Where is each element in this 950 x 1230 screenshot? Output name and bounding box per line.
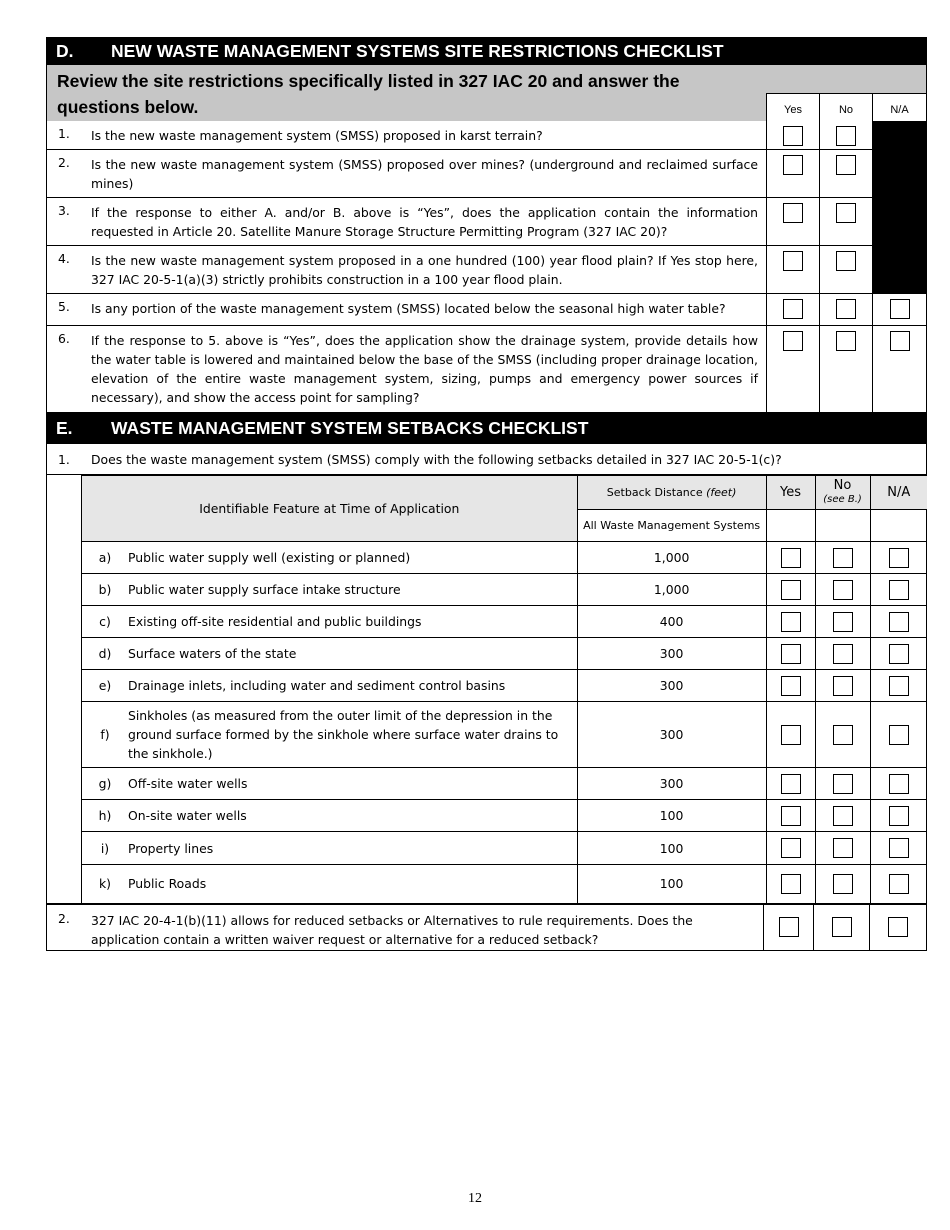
- question-text: If the response to 5. above is “Yes”, does the application show the drainage system, provide details how the water table is lowered and maintained below the base of the SMSS (including proper drainage location, elevation of the entire waste management system, sizing, pumps and emergency power sources if necessary), and show the access point for sampling?: [91, 333, 758, 405]
- no-checkbox[interactable]: [836, 126, 856, 146]
- col-yes-header: Yes: [766, 93, 819, 121]
- na-cell: [870, 702, 927, 768]
- feature-text: Sinkholes (as measured from the outer limit of the depression in the ground surface formed by the sinkhole where surface water drains to the sinkhole.): [128, 708, 559, 761]
- yes-cell: [766, 294, 819, 325]
- question-number: 4.: [58, 251, 70, 266]
- col-no-header: No: [819, 93, 872, 121]
- yes-checkbox[interactable]: [783, 155, 803, 175]
- no-cell: [815, 574, 870, 606]
- no-checkbox[interactable]: [833, 676, 853, 696]
- no-checkbox[interactable]: [833, 548, 853, 568]
- no-cell: [819, 294, 872, 325]
- yes-checkbox[interactable]: [781, 644, 801, 664]
- question-row-d1: [46, 121, 927, 150]
- question-row-d2: [46, 150, 927, 198]
- no-cell: [815, 832, 870, 865]
- na-checkbox[interactable]: [889, 874, 909, 894]
- no-checkbox[interactable]: [836, 331, 856, 351]
- no-cell: [815, 768, 870, 800]
- table-row: [82, 800, 928, 832]
- yes-cell: [766, 638, 815, 670]
- na-checkbox[interactable]: [889, 725, 909, 745]
- no-cell: [815, 702, 870, 768]
- row-letter: g): [98, 776, 112, 791]
- na-cell: [869, 905, 926, 950]
- table-row: [82, 542, 928, 574]
- yes-cell: [766, 606, 815, 638]
- feature-cell: [82, 832, 578, 865]
- na-cell: [872, 326, 926, 412]
- section-d-header: [46, 37, 927, 65]
- setbacks-table: [81, 475, 927, 903]
- feature-text: Off-site water wells: [128, 776, 248, 791]
- setbacks-table-wrapper: [46, 475, 927, 904]
- na-cell-blacked-out: [872, 198, 926, 245]
- yes-cell: [766, 198, 819, 245]
- yes-checkbox[interactable]: [783, 251, 803, 271]
- section-e-letter: E.: [56, 418, 73, 438]
- col-no-note: (see B.): [823, 493, 862, 505]
- table-header-row: [82, 476, 928, 510]
- no-checkbox[interactable]: [833, 838, 853, 858]
- yes-checkbox[interactable]: [781, 725, 801, 745]
- yes-checkbox[interactable]: [781, 548, 801, 568]
- na-checkbox[interactable]: [889, 838, 909, 858]
- no-cell: [815, 606, 870, 638]
- distance-cell: 300: [577, 670, 766, 702]
- feature-cell: [82, 542, 578, 574]
- question-text: Is any portion of the waste management system (SMSS) located below the seasonal high water table?: [91, 301, 726, 316]
- row-letter: i): [100, 840, 110, 856]
- yes-checkbox[interactable]: [779, 917, 799, 937]
- yes-checkbox[interactable]: [781, 580, 801, 600]
- page-number: 12: [468, 1191, 482, 1206]
- na-cell: [870, 606, 927, 638]
- no-checkbox[interactable]: [833, 725, 853, 745]
- no-checkbox[interactable]: [833, 644, 853, 664]
- table-row: [82, 638, 928, 670]
- checklist-page: [46, 37, 927, 951]
- table-row: [82, 670, 928, 702]
- yes-cell: [766, 800, 815, 832]
- yes-cell: [766, 670, 815, 702]
- na-cell-blacked-out: [872, 150, 926, 197]
- question-text: If the response to either A. and/or B. above is “Yes”, does the application contain the information requested in Article 20. Satellite Manure Storage Structure Permitting Program (327 IAC 20)?: [91, 205, 758, 239]
- question-number: 5.: [58, 299, 70, 314]
- na-checkbox[interactable]: [889, 644, 909, 664]
- table-row: [82, 574, 928, 606]
- question-row-d3: [46, 198, 927, 246]
- setback-unit: (feet): [706, 486, 737, 499]
- distance-cell: 100: [577, 800, 766, 832]
- na-checkbox[interactable]: [889, 580, 909, 600]
- na-cell: [872, 294, 926, 325]
- yes-cell: [766, 326, 819, 412]
- question-text: Does the waste management system (SMSS) comply with the following setbacks detailed in 327 IAC 20-5-1(c)?: [91, 451, 782, 467]
- section-d-letter: D.: [56, 40, 74, 61]
- table-row: [82, 606, 928, 638]
- distance-cell: 300: [577, 638, 766, 670]
- question-row-d4: [46, 246, 927, 294]
- na-cell: [870, 865, 927, 903]
- yes-cell: [766, 768, 815, 800]
- question-number: 1.: [58, 451, 70, 467]
- section-d-title: NEW WASTE MANAGEMENT SYSTEMS SITE RESTRICTIONS CHECKLIST: [111, 40, 724, 61]
- empty-cell: [870, 510, 927, 542]
- feature-text: Property lines: [128, 840, 214, 856]
- feature-text: Drainage inlets, including water and sediment control basins: [128, 678, 506, 693]
- feature-header-text: Identifiable Feature at Time of Application: [199, 501, 460, 516]
- table-row: [82, 768, 928, 800]
- no-checkbox[interactable]: [833, 612, 853, 632]
- no-checkbox[interactable]: [836, 299, 856, 319]
- no-checkbox[interactable]: [833, 774, 853, 794]
- no-checkbox[interactable]: [836, 251, 856, 271]
- row-letter: e): [98, 678, 112, 693]
- distance-cell: 300: [577, 768, 766, 800]
- yes-cell: [766, 702, 815, 768]
- feature-cell: [82, 574, 578, 606]
- yes-cell: [766, 121, 819, 149]
- na-cell: [870, 670, 927, 702]
- yes-checkbox[interactable]: [783, 126, 803, 146]
- no-cell: [815, 865, 870, 903]
- distance-cell: 100: [577, 832, 766, 865]
- feature-header: [82, 476, 578, 542]
- question-text: 327 IAC 20-4-1(b)(11) allows for reduced setbacks or Alternatives to rule requirements. Does the application contain a written waiver request or alternative for a reduced setback?: [91, 912, 693, 947]
- na-cell: [870, 800, 927, 832]
- col-na-header: N/A: [872, 93, 926, 121]
- feature-cell: [82, 702, 578, 768]
- na-checkbox[interactable]: [890, 299, 910, 319]
- no-cell: [815, 800, 870, 832]
- section-e-header: [46, 413, 927, 444]
- no-cell: [815, 542, 870, 574]
- yes-cell: [763, 905, 813, 950]
- feature-text: Existing off-site residential and public buildings: [128, 614, 422, 629]
- no-cell: [815, 670, 870, 702]
- all-systems-header: All Waste Management Systems: [577, 510, 766, 542]
- feature-cell: [82, 800, 578, 832]
- row-letter: h): [98, 808, 112, 823]
- yes-cell: [766, 246, 819, 293]
- yes-checkbox[interactable]: [783, 299, 803, 319]
- empty-cell: [815, 510, 870, 542]
- na-checkbox[interactable]: [889, 774, 909, 794]
- yes-cell: [766, 150, 819, 197]
- question-row-e2: [46, 904, 927, 951]
- no-checkbox[interactable]: [836, 203, 856, 223]
- row-letter: d): [98, 646, 112, 661]
- na-cell-blacked-out: [872, 246, 926, 293]
- na-checkbox[interactable]: [890, 331, 910, 351]
- question-text: Is the new waste management system proposed in a one hundred (100) year flood plain? If Yes stop here, 327 IAC 20-5-1(a)(3) strictly prohibits construction in a 100 year flood plain.: [91, 253, 758, 287]
- row-letter: k): [98, 876, 111, 892]
- feature-text: On-site water wells: [128, 808, 247, 823]
- question-row-d5: [46, 294, 927, 326]
- na-cell: [870, 638, 927, 670]
- yes-cell: [766, 542, 815, 574]
- no-cell: [819, 198, 872, 245]
- no-checkbox[interactable]: [833, 806, 853, 826]
- no-cell: [813, 905, 869, 950]
- question-number: 2.: [58, 155, 70, 170]
- no-cell: [819, 246, 872, 293]
- no-checkbox[interactable]: [833, 580, 853, 600]
- yes-checkbox[interactable]: [781, 806, 801, 826]
- na-checkbox[interactable]: [889, 806, 909, 826]
- na-checkbox[interactable]: [889, 612, 909, 632]
- review-instructions-row: [46, 65, 927, 121]
- row-letter: c): [99, 614, 111, 629]
- feature-cell: [82, 670, 578, 702]
- table-row: [82, 702, 928, 768]
- feature-cell: [82, 865, 578, 903]
- section-e-title: WASTE MANAGEMENT SYSTEM SETBACKS CHECKLIST: [111, 418, 589, 438]
- feature-cell: [82, 606, 578, 638]
- na-checkbox[interactable]: [889, 548, 909, 568]
- question-number: 6.: [58, 331, 70, 346]
- row-letter: b): [98, 582, 112, 597]
- empty-cell: [766, 510, 815, 542]
- feature-cell: [82, 768, 578, 800]
- yes-checkbox[interactable]: [781, 612, 801, 632]
- feature-text: Surface waters of the state: [128, 646, 297, 661]
- feature-text: Public water supply surface intake structure: [128, 582, 401, 597]
- yes-checkbox[interactable]: [781, 874, 801, 894]
- col-no-text: No: [833, 477, 852, 493]
- na-cell: [870, 542, 927, 574]
- distance-cell: 1,000: [577, 542, 766, 574]
- na-cell: [870, 574, 927, 606]
- question-row-e1: [46, 444, 927, 475]
- yes-checkbox[interactable]: [781, 838, 801, 858]
- no-checkbox[interactable]: [832, 917, 852, 937]
- col-yes-header: Yes: [766, 476, 815, 510]
- yes-checkbox[interactable]: [783, 203, 803, 223]
- no-cell: [819, 150, 872, 197]
- yes-checkbox[interactable]: [781, 774, 801, 794]
- distance-cell: 300: [577, 702, 766, 768]
- feature-text: Public water supply well (existing or planned): [128, 550, 411, 565]
- na-checkbox[interactable]: [888, 917, 908, 937]
- feature-cell: [82, 638, 578, 670]
- na-cell-blacked-out: [872, 121, 926, 149]
- yes-cell: [766, 574, 815, 606]
- no-cell: [819, 326, 872, 412]
- review-instructions: Review the site restrictions specifically listed in 327 IAC 20 and answer the questions below.: [57, 71, 680, 117]
- no-cell: [819, 121, 872, 149]
- yes-checkbox[interactable]: [783, 331, 803, 351]
- question-number: 3.: [58, 203, 70, 218]
- distance-cell: 100: [577, 865, 766, 903]
- question-text: Is the new waste management system (SMSS) proposed in karst terrain?: [91, 128, 543, 143]
- na-cell: [870, 832, 927, 865]
- no-checkbox[interactable]: [833, 874, 853, 894]
- row-letter: f): [100, 727, 110, 742]
- question-number: 1.: [58, 126, 70, 141]
- question-number: 2.: [58, 910, 70, 926]
- distance-cell: 400: [577, 606, 766, 638]
- no-cell: [815, 638, 870, 670]
- na-checkbox[interactable]: [889, 676, 909, 696]
- na-cell: [870, 768, 927, 800]
- setback-header-text: Setback Distance: [606, 486, 703, 499]
- yes-checkbox[interactable]: [781, 676, 801, 696]
- yes-cell: [766, 865, 815, 903]
- row-letter: a): [98, 550, 112, 565]
- yes-cell: [766, 832, 815, 865]
- question-text: Is the new waste management system (SMSS) proposed over mines? (underground and reclaimed surface mines): [91, 157, 758, 191]
- table-row: [82, 865, 928, 903]
- table-row: [82, 832, 928, 865]
- setback-distance-header: [577, 476, 766, 510]
- distance-cell: 1,000: [577, 574, 766, 606]
- no-checkbox[interactable]: [836, 155, 856, 175]
- question-row-d6: [46, 326, 927, 413]
- col-na-header: N/A: [870, 476, 927, 510]
- col-no-header: [815, 476, 870, 510]
- feature-text: Public Roads: [128, 876, 207, 892]
